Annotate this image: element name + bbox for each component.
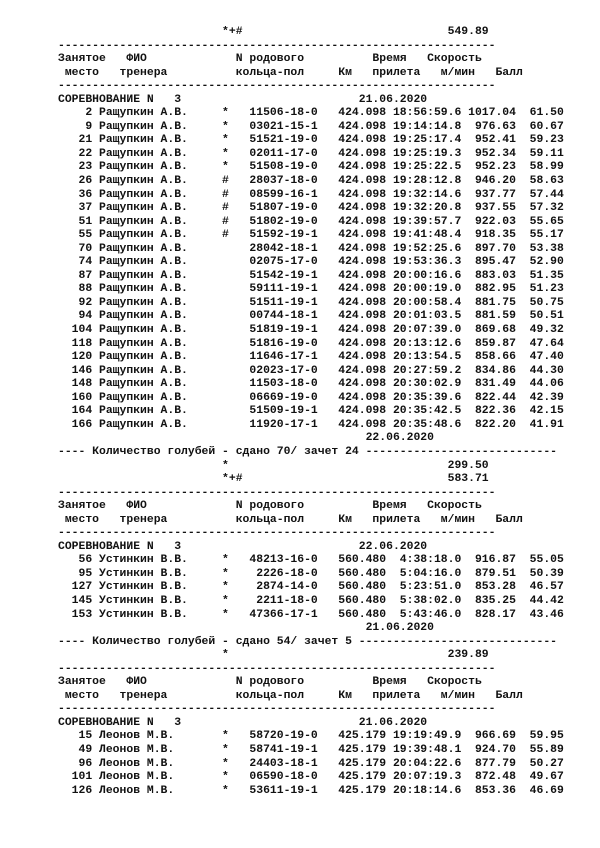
text-line <box>58 419 564 433</box>
line-text: 160 Ращупкин А.В. 06669-19-0 424.098 20:35:39.6 822.44 42.39 <box>58 391 564 404</box>
text-line <box>58 175 564 189</box>
text-line <box>58 595 564 609</box>
text-line <box>58 609 564 623</box>
text-line <box>58 446 564 460</box>
line-text: 148 Ращупкин А.В. 11503-18-0 424.098 20:30:02.9 831.49 44.06 <box>58 378 564 391</box>
text-line <box>58 676 564 690</box>
text-line <box>58 297 564 311</box>
line-text: ---- Количество голубей - сдано 70/ зачет 24 ---------------------------- <box>58 445 557 458</box>
line-text: ---------------------------------------------------------------- <box>58 527 496 540</box>
text-line <box>58 460 564 474</box>
text-line <box>58 270 564 284</box>
text-line <box>58 80 564 94</box>
text-line <box>58 107 564 121</box>
text-line <box>58 581 564 595</box>
text-line <box>58 216 564 230</box>
line-text: ---------------------------------------------------------------- <box>58 703 496 716</box>
line-text: 21 Ращупкин А.В. * 51521-19-0 424.098 19:25:17.4 952.41 59.23 <box>58 134 564 147</box>
text-line <box>58 324 564 338</box>
line-text: 26 Ращупкин А.В. # 28037-18-0 424.098 19:28:12.8 946.20 58.63 <box>58 175 564 188</box>
line-text: 101 Леонов М.В. * 06590-18-0 425.179 20:07:19.3 872.48 49.67 <box>58 771 564 784</box>
line-text: 74 Ращупкин А.В. 02075-17-0 424.098 19:53:36.3 895.47 52.90 <box>58 256 564 269</box>
line-text: *+# 549.89 <box>58 26 489 38</box>
text-line <box>58 161 564 175</box>
text-line <box>58 649 564 663</box>
text-line <box>58 202 564 216</box>
text-line <box>58 67 564 81</box>
text-line <box>58 392 564 406</box>
text-line <box>58 53 564 67</box>
line-text: Занятое ФИО N родового Время Скорость <box>58 53 482 66</box>
line-text: *+# 583.71 <box>58 473 489 486</box>
text-line <box>58 730 564 744</box>
line-text: 2 Ращупкин А.В. * 11506-18-0 424.098 18:56:59.6 1017.04 61.50 <box>58 107 564 120</box>
text-line <box>58 405 564 419</box>
line-text: 118 Ращупкин А.В. 51816-19-0 424.098 20:13:12.6 859.87 47.64 <box>58 337 564 350</box>
line-text: 22.06.2020 <box>58 432 434 445</box>
line-text: 104 Ращупкин А.В. 51819-19-1 424.098 20:07:39.0 869.68 49.32 <box>58 324 564 337</box>
text-line <box>58 527 564 541</box>
line-text: * 299.50 <box>58 459 489 472</box>
line-text: 9 Ращупкин А.В. * 03021-15-1 424.098 19:14:14.8 976.63 60.67 <box>58 120 564 133</box>
text-line <box>58 500 564 514</box>
text-line <box>58 40 564 54</box>
text-line <box>58 717 564 731</box>
text-line <box>58 283 564 297</box>
text-line <box>58 148 564 162</box>
line-text: 36 Ращупкин А.В. # 08599-16-1 424.098 19:32:14.6 937.77 57.44 <box>58 188 564 201</box>
text-line <box>58 365 564 379</box>
line-text: 127 Устинкин В.В. * 2874-14-0 560.480 5:23:51.0 853.28 46.57 <box>58 581 564 594</box>
text-line <box>58 94 564 108</box>
text-line <box>58 121 564 135</box>
text-line <box>58 229 564 243</box>
line-text: ---------------------------------------------------------------- <box>58 662 496 675</box>
results-printout <box>58 26 564 798</box>
line-text: 88 Ращупкин А.В. 59111-19-1 424.098 20:00:19.0 882.95 51.23 <box>58 283 564 296</box>
text-line <box>58 636 564 650</box>
line-text: место тренера кольца-пол Км прилета м/мин Балл <box>58 689 523 702</box>
line-text: место тренера кольца-пол Км прилета м/мин Балл <box>58 66 523 79</box>
text-line <box>58 514 564 528</box>
line-text: 87 Ращупкин А.В. 51542-19-1 424.098 20:00:16.6 883.03 51.35 <box>58 269 564 282</box>
text-line <box>58 744 564 758</box>
line-text: 94 Ращупкин А.В. 00744-18-1 424.098 20:01:03.5 881.59 50.51 <box>58 310 564 323</box>
line-text: 95 Устинкин В.В. * 2226-18-0 560.480 5:04:16.0 879.51 50.39 <box>58 567 564 580</box>
line-text: * 239.89 <box>58 649 489 662</box>
text-line <box>58 134 564 148</box>
text-line <box>58 690 564 704</box>
text-line <box>58 256 564 270</box>
line-text: 22 Ращупкин А.В. * 02011-17-0 424.098 19:25:19.3 952.34 59.11 <box>58 147 564 160</box>
text-line <box>58 26 564 40</box>
line-text: место тренера кольца-пол Км прилета м/мин Балл <box>58 513 523 526</box>
line-text: 70 Ращупкин А.В. 28042-18-1 424.098 19:52:25.6 897.70 53.38 <box>58 242 564 255</box>
line-text: ---- Количество голубей - сдано 54/ зачет 5 ----------------------------- <box>58 635 557 648</box>
line-text: СОРЕВНОВАНИЕ N 3 22.06.2020 <box>58 540 428 553</box>
text-line <box>58 310 564 324</box>
line-text: 146 Ращупкин А.В. 02023-17-0 424.098 20:27:59.2 834.86 44.30 <box>58 364 564 377</box>
line-text: СОРЕВНОВАНИЕ N 3 21.06.2020 <box>58 716 428 729</box>
line-text: 96 Леонов М.В. * 24403-18-1 425.179 20:04:22.6 877.79 50.27 <box>58 757 564 770</box>
line-text: 120 Ращупкин А.В. 11646-17-1 424.098 20:13:54.5 858.66 47.40 <box>58 351 564 364</box>
line-text: 153 Устинкин В.В. * 47366-17-1 560.480 5:43:46.0 828.17 43.46 <box>58 608 564 621</box>
line-text: Занятое ФИО N родового Время Скорость <box>58 676 482 689</box>
text-line <box>58 663 564 677</box>
line-text: 37 Ращупкин А.В. # 51807-19-0 424.098 19:32:20.8 937.55 57.32 <box>58 202 564 215</box>
line-text: ---------------------------------------------------------------- <box>58 80 496 93</box>
text-line <box>58 487 564 501</box>
line-text: 51 Ращупкин А.В. # 51802-19-0 424.098 19:39:57.7 922.03 55.65 <box>58 215 564 228</box>
text-line <box>58 473 564 487</box>
line-text: СОРЕВНОВАНИЕ N 3 21.06.2020 <box>58 93 428 106</box>
text-line <box>58 338 564 352</box>
text-line <box>58 703 564 717</box>
line-text: Занятое ФИО N родового Время Скорость <box>58 500 482 513</box>
text-line <box>58 378 564 392</box>
line-text: 23 Ращупкин А.В. * 51508-19-0 424.098 19:25:22.5 952.23 58.99 <box>58 161 564 174</box>
line-text: ---------------------------------------------------------------- <box>58 486 496 499</box>
text-line <box>58 351 564 365</box>
line-text: 145 Устинкин В.В. * 2211-18-0 560.480 5:38:02.0 835.25 44.42 <box>58 594 564 607</box>
text-line <box>58 568 564 582</box>
text-line <box>58 554 564 568</box>
text-line <box>58 785 564 799</box>
text-line <box>58 189 564 203</box>
text-line <box>58 243 564 257</box>
line-text: 55 Ращупкин А.В. # 51592-19-1 424.098 19:41:48.4 918.35 55.17 <box>58 229 564 242</box>
line-text: 92 Ращупкин А.В. 51511-19-1 424.098 20:00:58.4 881.75 50.75 <box>58 296 564 309</box>
text-line <box>58 432 564 446</box>
text-line <box>58 541 564 555</box>
line-text: 56 Устинкин В.В. * 48213-16-0 560.480 4:38:18.0 916.87 55.05 <box>58 554 564 567</box>
line-text: 164 Ращупкин А.В. 51509-19-1 424.098 20:35:42.5 822.36 42.15 <box>58 405 564 418</box>
line-text: 49 Леонов М.В. * 58741-19-1 425.179 19:39:48.1 924.70 55.89 <box>58 743 564 756</box>
line-text: 166 Ращупкин А.В. 11920-17-1 424.098 20:35:48.6 822.20 41.91 <box>58 418 564 431</box>
line-text: ---------------------------------------------------------------- <box>58 39 496 52</box>
line-text: 126 Леонов М.В. * 53611-19-1 425.179 20:18:14.6 853.36 46.69 <box>58 784 564 797</box>
line-text: 15 Леонов М.В. * 58720-19-0 425.179 19:19:49.9 966.69 59.95 <box>58 730 564 743</box>
text-line <box>58 758 564 772</box>
text-line <box>58 771 564 785</box>
line-text: 21.06.2020 <box>58 622 434 635</box>
text-line <box>58 622 564 636</box>
